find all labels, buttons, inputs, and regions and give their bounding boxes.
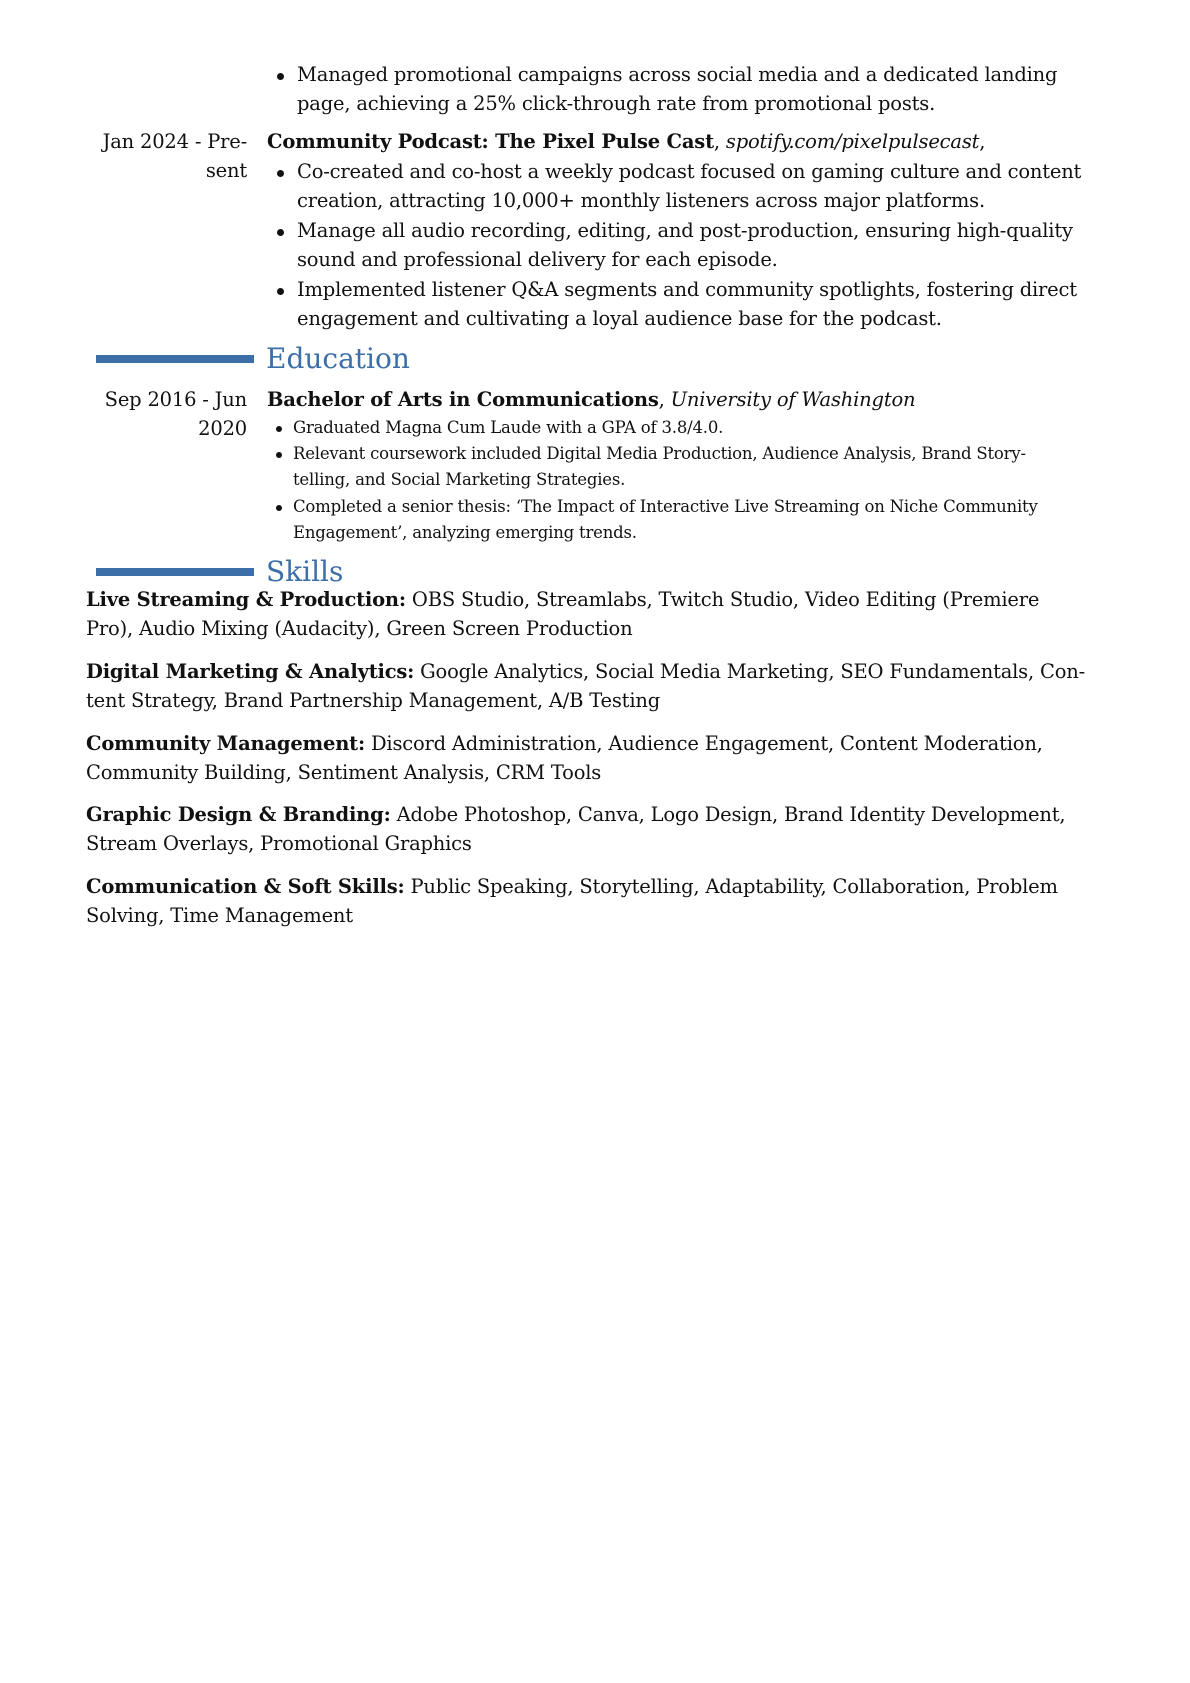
skill-line: Stream Overlays, Promotional Graphics	[86, 832, 472, 855]
section-bar	[96, 568, 254, 576]
bullet-text: Graduated Magna Cum Laude with a GPA of 3.8/4.0.	[293, 418, 724, 437]
skill-label: Live Streaming & Production:	[86, 588, 406, 611]
bullet-icon	[277, 170, 284, 177]
bullet-icon	[276, 426, 282, 432]
section-heading-education: Education	[266, 342, 410, 375]
bullet-text: engagement and cultivating a loyal audience base for the podcast.	[297, 307, 942, 330]
degree-title: Bachelor of Arts in Communications	[267, 388, 659, 411]
bullet-text: Managed promotional campaigns across social media and a dedicated landing	[297, 63, 1058, 86]
bullet-text: Co-created and co-host a weekly podcast focused on gaming culture and content	[297, 160, 1082, 183]
bullet-text: Completed a senior thesis: ‘The Impact of Interactive Live Streaming on Niche Community	[293, 497, 1038, 516]
skill-values: Google Analytics, Social Media Marketing, SEO Fundamentals, Con-	[420, 660, 1085, 683]
entry-title-line: Bachelor of Arts in Communications, University of Washington	[267, 388, 916, 411]
bullet-icon	[276, 505, 282, 511]
bullet-text: Manage all audio recording, editing, and post-production, ensuring high-quality	[297, 219, 1073, 242]
entry-date: sent	[205, 159, 247, 182]
skill-line	[86, 876, 1058, 898]
skill-values: Discord Administration, Audience Engagement, Content Moderation,	[370, 732, 1043, 755]
skill-label: Community Management:	[86, 732, 365, 755]
school-name: University of Washington	[670, 388, 916, 411]
bullet-text: creation, attracting 10,000+ monthly listeners across major platforms.	[297, 189, 985, 212]
skill-line: Community Building, Sentiment Analysis, CRM Tools	[86, 761, 602, 784]
skill-line: Pro), Audio Mixing (Audacity), Green Screen Production	[86, 617, 633, 640]
bullet-text: Relevant coursework included Digital Media Production, Audience Analysis, Brand Story-	[293, 444, 1026, 463]
bullet-icon	[276, 452, 282, 458]
bullet-text: Implemented listener Q&A segments and community spotlights, fostering direct	[297, 278, 1077, 301]
entry-title: Community Podcast: The Pixel Pulse Cast	[267, 130, 714, 153]
skill-label: Digital Marketing & Analytics:	[86, 660, 415, 683]
skill-values: Public Speaking, Storytelling, Adaptability, Collaboration, Problem	[410, 875, 1058, 898]
skill-line	[86, 804, 1065, 826]
bullet-icon	[277, 229, 284, 236]
bullet-icon	[277, 73, 284, 80]
entry-date: Sep 2016 - Jun	[104, 388, 247, 411]
skill-line	[86, 589, 1039, 611]
bullet-icon	[277, 288, 284, 295]
entry-date: Jan 2024 - Pre-	[102, 130, 247, 153]
entry-date: 2020	[198, 417, 247, 440]
entry-link[interactable]: spotify.com/pixelpulsecast	[725, 130, 980, 153]
skill-line: Solving, Time Management	[86, 904, 353, 927]
skill-label: Communication & Soft Skills:	[86, 875, 405, 898]
bullet-text: telling, and Social Marketing Strategies.	[293, 470, 626, 489]
section-bar	[96, 355, 254, 363]
skill-line: tent Strategy, Brand Partnership Management, A/B Testing	[86, 689, 661, 712]
entry-title-line: Community Podcast: The Pixel Pulse Cast, spotify.com/pixelpulsecast,	[267, 130, 986, 153]
section-heading-skills: Skills	[266, 555, 344, 588]
skill-values: Adobe Photoshop, Canva, Logo Design, Brand Identity Development,	[396, 803, 1066, 826]
skill-label: Graphic Design & Branding:	[86, 803, 391, 826]
skill-line	[86, 661, 1085, 683]
bullet-text: page, achieving a 25% click-through rate from promotional posts.	[297, 92, 936, 115]
skill-values: OBS Studio, Streamlabs, Twitch Studio, Video Editing (Premiere	[411, 588, 1040, 611]
bullet-text: sound and professional delivery for each episode.	[297, 248, 778, 271]
bullet-text: Engagement’, analyzing emerging trends.	[293, 523, 637, 542]
skill-line	[86, 733, 1043, 755]
